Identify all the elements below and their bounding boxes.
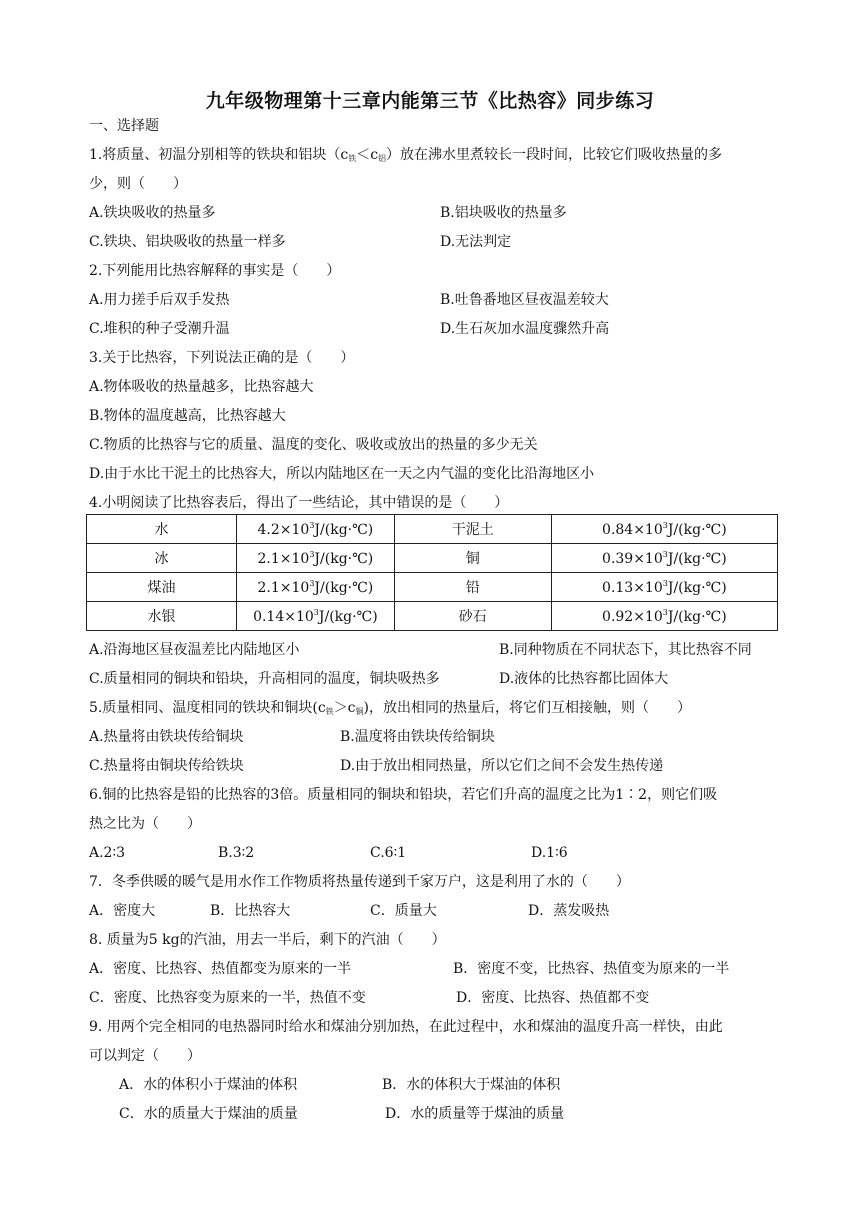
subscript-iron: 铁 [325, 707, 334, 716]
question-6-stem-cont: 热之比为（ ） [89, 816, 201, 832]
q2-option-b: B.吐鲁番地区昼夜温差较大 [440, 292, 609, 308]
q6-option-c: C.6∶1 [370, 845, 407, 861]
q9-option-a: A．水的体积小于煤油的体积 [119, 1077, 298, 1093]
q3-option-a: A.物体吸收的热量越多，比热容越大 [89, 379, 314, 395]
table-row [87, 515, 778, 544]
table-row [87, 544, 778, 573]
q8-option-d: D．密度、比热容、热值都不变 [456, 990, 650, 1006]
q2-option-c: C.堆积的种子受潮升温 [89, 321, 230, 337]
q3-option-b: B.物体的温度越高，比热容越大 [89, 408, 286, 424]
q3-option-c: C.物质的比热容与它的质量、温度的变化、吸收或放出的热量的多少无关 [89, 437, 538, 453]
material-cell: 干泥土 [394, 515, 551, 544]
question-3-stem: 3.关于比热容，下列说法正确的是（ ） [89, 350, 355, 366]
q1-stem-part: ＜c [356, 147, 379, 163]
value-cell: $0.39\times 10^3J/(kg\cdot℃)$ [551, 544, 777, 573]
q6-option-d: D.1∶6 [531, 845, 568, 861]
value-cell: $0.92\times 10^3J/(kg\cdot℃)$ [551, 602, 777, 631]
q7-option-a: A．密度大 [89, 903, 156, 919]
q8-option-b: B．密度不变，比热容、热值变为原来的一半 [453, 961, 730, 977]
q2-option-d: D.生石灰加水温度骤然升高 [440, 321, 610, 337]
subscript-iron: 铁 [348, 154, 357, 163]
q1-option-a: A.铁块吸收的热量多 [89, 205, 216, 221]
subscript-aluminum: 铝 [378, 154, 387, 163]
q4-option-d: D.液体的比热容都比固体大 [499, 671, 669, 687]
q6-option-b: B.3∶2 [218, 845, 255, 861]
q4-option-b: B.同种物质在不同状态下，其比热容不同 [499, 642, 752, 658]
q6-option-a: A.2∶3 [89, 845, 126, 861]
q5-option-b: B.温度将由铁块传给铜块 [340, 729, 495, 745]
q1-option-d: D.无法判定 [440, 234, 512, 250]
material-cell: 砂石 [394, 602, 551, 631]
value-cell: $0.13\times 10^3J/(kg\cdot℃)$ [551, 573, 777, 602]
q9-option-d: D．水的质量等于煤油的质量 [385, 1106, 565, 1122]
q7-option-d: D．蒸发吸热 [528, 903, 610, 919]
question-1-stem-cont: 少，则（ ） [89, 176, 187, 192]
question-8-stem: 8. 质量为5 kg的汽油，用去一半后，剩下的汽油（ ） [89, 932, 446, 948]
value-cell: $0.84\times 10^3J/(kg\cdot℃)$ [551, 515, 777, 544]
table-row [87, 602, 778, 631]
specific-heat-table [86, 514, 778, 631]
question-4-stem: 4.小明阅读了比热容表后，得出了一些结论，其中错误的是（ ） [89, 495, 509, 511]
q3-option-d: D.由于水比干泥土的比热容大，所以内陆地区在一天之内气温的变化比沿海地区小 [89, 466, 595, 482]
q5-option-d: D.由于放出相同热量，所以它们之间不会发生热传递 [340, 758, 664, 774]
q9-option-b: B．水的体积大于煤油的体积 [382, 1077, 561, 1093]
question-7-stem: 7．冬季供暖的暖气是用水作工作物质将热量传递到千家万户，这是利用了水的（ ） [89, 874, 630, 890]
q8-option-c: C．密度、比热容变为原来的一半，热值不变 [89, 990, 366, 1006]
value-cell: $0.14\times 10^3J/(kg\cdot℃)$ [237, 602, 395, 631]
subscript-copper: 铜 [355, 707, 364, 716]
material-cell: 水银 [87, 602, 237, 631]
value-cell: $4.2\times 10^3J/(kg\cdot℃)$ [237, 515, 395, 544]
q8-option-a: A．密度、比热容、热值都变为原来的一半 [89, 961, 352, 977]
q5-option-c: C.热量将由铜块传给铁块 [89, 758, 244, 774]
q5-stem-part: ＞c [333, 700, 356, 716]
material-cell: 煤油 [87, 573, 237, 602]
q1-stem-part: ）放在沸水里煮较长一段时间，比较它们吸收热量的多 [386, 147, 723, 163]
page-title: 九年级物理第十三章内能第三节《比热容》同步练习 [205, 90, 655, 112]
question-9-stem-cont: 可以判定（ ） [89, 1048, 201, 1064]
material-cell: 冰 [87, 544, 237, 573]
q5-stem-part: )，放出相同的热量后，将它们互相接触，则（ ） [363, 700, 691, 716]
value-cell: $2.1\times 10^3J/(kg\cdot℃)$ [237, 573, 395, 602]
question-5-stem [89, 698, 691, 722]
material-cell: 水 [87, 515, 237, 544]
q1-option-c: C.铁块、铝块吸收的热量一样多 [89, 234, 286, 250]
q9-option-c: C．水的质量大于煤油的质量 [119, 1106, 298, 1122]
q1-option-b: B.铝块吸收的热量多 [440, 205, 567, 221]
q4-option-c: C.质量相同的铜块和铅块，升高相同的温度，铜块吸热多 [89, 671, 440, 687]
q5-option-a: A.热量将由铁块传给铜块 [89, 729, 244, 745]
q7-option-b: B．比热容大 [210, 903, 291, 919]
question-2-stem: 2.下列能用比热容解释的事实是（ ） [89, 263, 341, 279]
q1-stem-part: 1.将质量、初温分别相等的铁块和铝块（c [89, 147, 349, 163]
question-9-stem: 9. 用两个完全相同的电热器同时给水和煤油分别加热，在此过程中，水和煤油的温度升高一样快，由此 [89, 1019, 723, 1035]
q5-stem-part: 5.质量相同、温度相同的铁块和铜块(c [89, 700, 326, 716]
section-heading: 一、选择题 [89, 118, 159, 134]
table-row [87, 573, 778, 602]
material-cell: 铅 [394, 573, 551, 602]
question-6-stem: 6.铜的比热容是铅的比热容的3倍。质量相同的铜块和铅块，若它们升高的温度之比为1∶2，则它们吸 [89, 787, 718, 803]
question-1-stem [89, 145, 722, 169]
q4-option-a: A.沿海地区昼夜温差比内陆地区小 [89, 642, 300, 658]
value-cell: $2.1\times 10^3J/(kg\cdot℃)$ [237, 544, 395, 573]
material-cell: 铜 [394, 544, 551, 573]
q2-option-a: A.用力搓手后双手发热 [89, 292, 230, 308]
q7-option-c: C．质量大 [370, 903, 437, 919]
